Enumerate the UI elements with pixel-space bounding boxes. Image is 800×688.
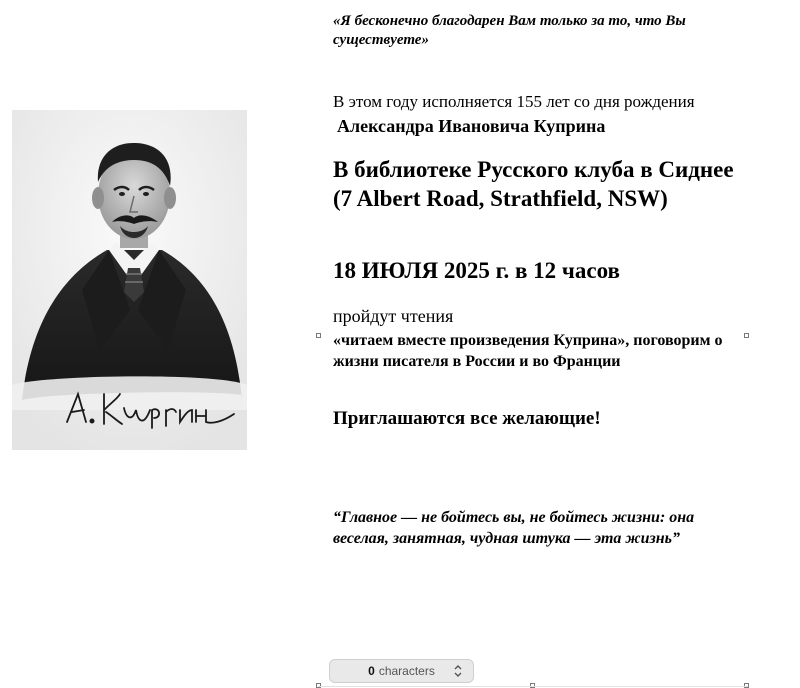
character-count-label: characters: [378, 664, 435, 678]
readings-description: «читаем вместе произведения Куприна», поговорим о жизни писателя в России и во Франции: [333, 332, 723, 370]
venue-address: (7 Albert Road, Strathfield, NSW): [333, 186, 668, 211]
selection-handle-left[interactable]: [316, 333, 321, 338]
character-count-control[interactable]: [329, 659, 474, 683]
anniversary-line: В этом году исполняется 155 лет со дня рождения: [333, 92, 695, 111]
selection-handle-right[interactable]: [744, 333, 749, 338]
author-portrait: [12, 110, 247, 450]
readings-intro: пройдут чтения: [333, 306, 454, 326]
venue-block: [333, 155, 763, 213]
chevron-up-down-icon: [453, 664, 463, 678]
invitation-line: Приглашаются все желающие!: [333, 408, 601, 429]
event-date: 18 ИЮЛЯ 2025 г. в 12 часов: [333, 258, 620, 283]
character-count-value: 0: [368, 664, 375, 678]
top-quote: «Я бесконечно благодарен Вам только за то, что Вы существуете»: [333, 13, 686, 48]
venue-name: В библиотеке Русского клуба в Сиднее: [333, 157, 734, 182]
bottom-quote: “Главное — не бойтесь вы, не бойтесь жизни: она веселая, занятная, чудная штука — эта жизнь”: [333, 509, 695, 547]
portrait-illustration: [12, 110, 247, 450]
text-box-bottom-edge: [318, 686, 748, 687]
author-name: Александра Ивановича Куприна: [337, 116, 606, 136]
